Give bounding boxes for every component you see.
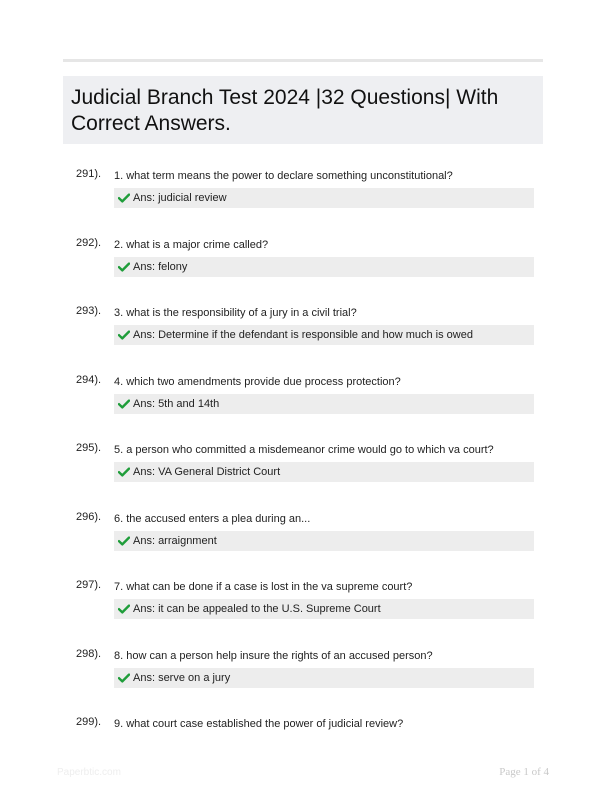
answer-text: Ans: 5th and 14th	[133, 397, 220, 410]
question-number: 291).	[76, 168, 102, 180]
check-icon	[118, 536, 130, 546]
question-text: 9. what court case established the power of judicial review?	[114, 718, 404, 730]
question-text: 8. how can a person help insure the rights of an accused person?	[114, 649, 433, 662]
page-title: Judicial Branch Test 2024 |32 Questions| With Correct Answers.	[71, 86, 499, 135]
question-number: 299).	[76, 716, 102, 728]
check-icon	[118, 193, 130, 203]
answer-box	[114, 599, 534, 619]
question-number: 296).	[76, 510, 102, 523]
check-icon	[118, 673, 130, 683]
question-number: 293).	[76, 305, 102, 317]
question-text: 7. what can be done if a case is lost in the va supreme court?	[114, 581, 413, 593]
question-text: 5. a person who committed a misdemeanor crime would go to which va court?	[114, 444, 494, 456]
check-icon	[118, 262, 130, 272]
question-item	[0, 510, 606, 573]
answer-text: Ans: it can be appealed to the U.S. Supreme Court	[133, 603, 381, 615]
question-item	[0, 236, 606, 299]
answer-box	[114, 325, 534, 345]
footer-watermark: Paperbtic.com	[57, 767, 121, 778]
question-number: 294).	[76, 373, 102, 386]
question-text: 3. what is the responsibility of a jury in a civil trial?	[114, 307, 357, 319]
answer-box	[114, 668, 534, 688]
answer-box	[114, 531, 534, 551]
answer-box	[114, 257, 534, 277]
answer-box	[114, 462, 534, 482]
question-item	[0, 647, 606, 710]
page-number: Page 1 of 4	[499, 766, 549, 778]
answer-box	[114, 394, 534, 414]
question-number: 295).	[76, 442, 102, 454]
question-item	[0, 307, 606, 367]
question-number: 298).	[76, 647, 102, 660]
question-text: 4. which two amendments provide due process protection?	[114, 375, 401, 388]
question-item	[0, 170, 606, 230]
check-icon	[118, 604, 130, 614]
question-number: 292).	[76, 236, 102, 249]
answer-box	[114, 188, 534, 208]
question-item	[0, 581, 606, 641]
question-text: 2. what is a major crime called?	[114, 238, 269, 251]
answer-text: Ans: arraignment	[133, 534, 217, 547]
check-icon	[118, 399, 130, 409]
answer-text: Ans: VA General District Court	[133, 466, 281, 478]
question-text: 6. the accused enters a plea during an...	[114, 512, 311, 525]
question-number: 297).	[76, 579, 102, 591]
answer-text: Ans: felony	[133, 260, 188, 273]
check-icon	[118, 467, 130, 477]
question-item	[0, 444, 606, 504]
check-icon	[118, 330, 130, 340]
answer-text: Ans: Determine if the defendant is responsible and how much is owed	[133, 329, 473, 341]
answer-text: Ans: judicial review	[133, 192, 227, 204]
answer-text: Ans: serve on a jury	[133, 671, 231, 684]
question-item	[0, 373, 606, 436]
question-text: 1. what term means the power to declare something unconstitutional?	[114, 170, 453, 182]
